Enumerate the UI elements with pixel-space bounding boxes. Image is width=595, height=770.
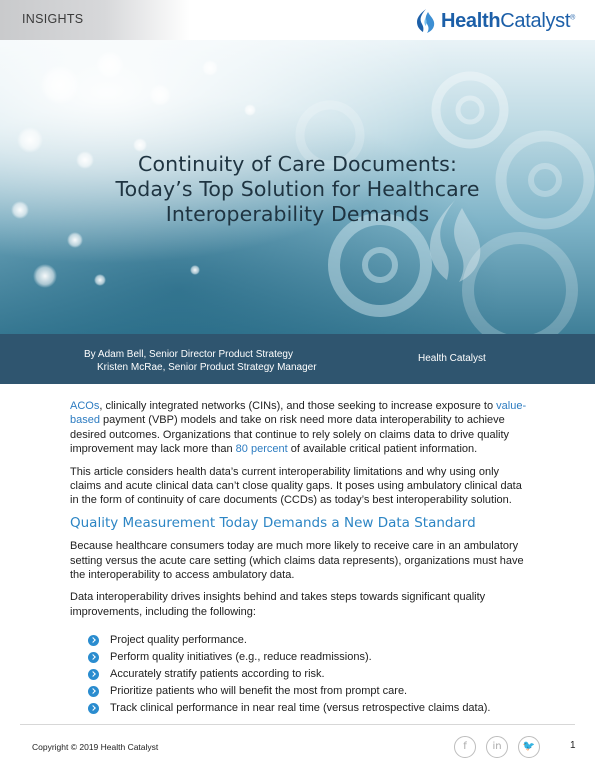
section-heading: Quality Measurement Today Demands a New Data Standard bbox=[70, 514, 476, 531]
facebook-icon[interactable]: f bbox=[454, 736, 476, 758]
list-item: Accurately stratify patients according to risk. bbox=[88, 667, 532, 682]
gear-icon bbox=[334, 219, 426, 311]
list-item: Track clinical performance in near real time (versus retrospective claims data). bbox=[88, 701, 532, 716]
intro-paragraph: ACOs, clinically integrated networks (CINs), and those seeking to increase exposure to value-based payment (VBP) models and take on risk need more data interoperability to achieve desired outcomes. Organizations that continue to rely solely on claims data to drive quality improvement may lack more than 80 percent of available critical patient information. bbox=[70, 400, 527, 456]
list-item: Project quality performance. bbox=[88, 633, 532, 648]
list-item: Perform quality initiatives (e.g., reduce readmissions). bbox=[88, 650, 532, 665]
gear-icon bbox=[436, 76, 504, 144]
footer-divider bbox=[20, 724, 575, 725]
title-line: Today’s Top Solution for Healthcare bbox=[115, 177, 480, 201]
health-catalyst-logo bbox=[415, 8, 575, 34]
logo-wordmark: HealthCatalyst® bbox=[440, 9, 575, 32]
flame-logo-icon bbox=[415, 8, 437, 34]
list-item: Prioritize patients who will benefit the most from prompt care. bbox=[88, 684, 532, 699]
twitter-icon[interactable]: 🐦 bbox=[518, 736, 540, 758]
body-paragraph: Because healthcare consumers today are much more likely to receive care in an ambulatory setting versus the acute care setting (which claims data represents), organizations must have the interoperability to access ambulatory data. bbox=[70, 540, 524, 582]
title-line: Continuity of Care Documents: bbox=[138, 152, 457, 176]
chevron-bullet-icon bbox=[88, 635, 99, 646]
bullet-list bbox=[70, 633, 532, 716]
chevron-bullet-icon bbox=[88, 652, 99, 663]
title-line: Interoperability Demands bbox=[165, 202, 430, 226]
body-paragraph: Data interoperability drives insights behind and takes steps towards significant quality improvements, including the following: bbox=[70, 591, 486, 618]
summary-paragraph: This article considers health data’s current interoperability limitations and why using only claims and acute clinical data can’t close quality gaps. It poses using ambulatory clinical data in the form of continuity of care documents (CCDs) as today’s best interoperability solution. bbox=[70, 465, 522, 507]
section-label: INSIGHTS bbox=[22, 12, 84, 26]
page-number: 1 bbox=[570, 740, 576, 751]
author-band bbox=[0, 334, 595, 384]
author-line: By Adam Bell, Senior Director Product Strategy bbox=[84, 349, 293, 360]
organization-name: Health Catalyst bbox=[418, 353, 486, 364]
article-body bbox=[70, 399, 532, 718]
author-list bbox=[84, 348, 317, 374]
linkedin-icon[interactable]: in bbox=[486, 736, 508, 758]
document-title bbox=[0, 152, 595, 227]
chevron-bullet-icon bbox=[88, 669, 99, 680]
insights-tab bbox=[0, 0, 190, 40]
gear-icon bbox=[468, 238, 572, 334]
page-header bbox=[0, 0, 595, 40]
chevron-bullet-icon bbox=[88, 703, 99, 714]
chevron-bullet-icon bbox=[88, 686, 99, 697]
eighty-percent-link[interactable]: 80 percent bbox=[235, 443, 288, 456]
hero-banner bbox=[0, 40, 595, 334]
author-line: Kristen McRae, Senior Product Strategy Manager bbox=[97, 362, 317, 373]
value-based-link[interactable]: value-based bbox=[70, 400, 527, 427]
copyright-text: Copyright © 2019 Health Catalyst bbox=[32, 742, 159, 752]
acos-link[interactable]: ACOs bbox=[70, 400, 100, 412]
